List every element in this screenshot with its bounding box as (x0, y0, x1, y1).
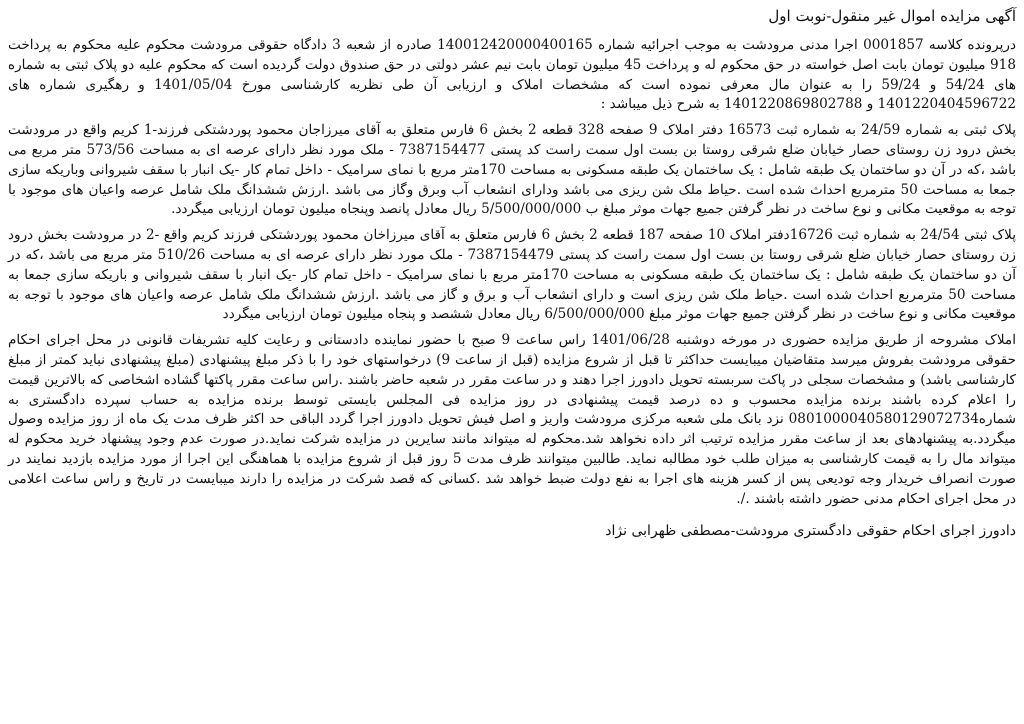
property-1-paragraph: پلاک ثبتی به شماره 24/59 به شماره ثبت 16573 دفتر املاک 9 صفحه 328 قطعه 2 بخش 6 فارس متعلق به آقای میرزاجان محمود پوردشتکی فرزند-1 کریم واقع در مرودشت بخش درود زن روستای حصار خیابان ضلع شرقی روستا بن بست اول سمت راست کد پستی 7387154477 - ملک مورد نظر دارای عرصه ای به مساحت 573/56 متر مربع می باشد ،که در آن دو ساختمان یک طبقه شامل : یک ساختمان یک طبقه مسکونی به مساحت 170متر مربع با نمای سرامیک - داخل تمام کار -یک انبار با سقف شیروانی وباریکه سازی جمعا به مساحت 50 مترمربع احداث شده است .حیاط ملک شن ریزی می باشد ودارای انشعاب آب وبرق وگاز می باشد .ارزش ششدانگ ملک شامل عرصه واعیان های موجود با توجه به موقعیت مکانی و نوع ساخت در نظر گرفتن جمیع جهات موثر مبلغ ب 5/500/000/000 ریال معادل پانصد وپنجاه میلیون تومان ارزیابی میگردد. (8, 122, 1017, 218)
intro-paragraph: درپرونده کلاسه 0001857 اجرا مدنی مرودشت به موجب اجرائیه شماره 140012420000400165 صادره از شعبه 3 دادگاه حقوقی مرودشت محکوم علیه محکوم به پرداخت 918 میلیون تومان بابت اصل خواسته در حق محکوم له و پرداخت 45 میلیون تومان بابت نیم عشر دولتی در حق صندوق دولت گردیده است که محکوم علیه دو پلاک ثبتی به شماره های 54/24 و 59/24 را به عنوان مال معرفی نموده است که مشخصات املاک و ارزیابی آن طی نظریه کارشناسی مورخ 1401/05/04 و رهگیری شماره های 1401220404596722 و 1401220869802788 به شرح ذیل میباشد : (8, 37, 1016, 113)
property-2-paragraph: پلاک ثبتی 24/54 به شماره ثبت 16726دفتر املاک 10 صفحه 187 قطعه 2 بخش 6 فارس متعلق به آقای میرزاخان محمود پوردشتکی فرزند کریم واقع -2 در مرودشت بخش درود زن روستای حصار خیابان ضلع شرقی روستا بن بست اول سمت راست کد پستی 7387154479 - ملک مورد نظر دارای عرصه ای به مساحت 510/26 متر مربع می باشد ،که در آن دو ساختمان یک طبقه شامل : یک ساختمان یک طبقه مسکونی به مساحت 170متر مربع با نمای سرامیک - داخل تمام کار -یک انبار با سقف شیروانی و باریکه سازی جمعا به مساحت 50 مترمربع احداث شده است .حیاط ملک شن ریزی است و دارای انشعاب آب و برق و گاز می باشد .ارزش ششدانگ ملک شامل عرصه واعیان های موجود با توجه به موقعیت مکانی و نوع ساخت در نظر گرفتن جمیع جهات موثر مبلغ 6/500/000/000 ریال معادل ششصد و پنجاه میلیون تومان ارزیابی میگردد (8, 227, 1017, 323)
signature-line: دادورز اجرای احکام حقوقی دادگستری مرودشت-مصطفی ظهرابی نژاد (605, 523, 1016, 540)
notice-title: آگهی مزایده اموال غیر منقول-نوبت اول (768, 7, 1016, 25)
auction-terms-paragraph: املاک مشروحه از طریق مزایده حضوری در مورخه دوشنبه 1401/06/28 راس ساعت 9 صبح با حضور نماینده دادستانی و رعایت کلیه تشریفات قانونی در محل اجرای احکام حقوقی مرودشت بفروش میرسد متقاضیان میبایست حداکثر تا قبل از شروع مزایده (قبل از ساعت 9) درخواستهای خود را با ذکر مبلغ پیشنهادی (مبلغ پیشنهادی نباید کمتر از مبلغ کارشناسی باشد) و مشخصات سجلی در پاکت سربسته تحویل دادورز اجرا دهند و در ساعت مقرر در شعبه حاضر باشند .راس ساعت مقرر پاکتها گشاده اشخاصی که بالاترین قیمت را اعلام کرده باشند برنده مزایده محسوب و ده درصد قیمت پیشنهادی در روز مزایده فی المجلس بایستی توسط برنده مزایده به حساب سپرده دادگستری به شماره0801000040580129072734 نزد بانک ملی شعبه مرکزی مرودشت واریز و اصل فیش تحویل دادورز اجرا گردد الباقی حد اکثر ظرف مدت یک ماه از روز مزایده وصول میگردد.به پیشنهادهای بعد از ساعت مقرر مزایده ترتیب اثر داده نخواهد شد.محکوم له میتواند مانند سایرین در مزایده شرکت نماید.در صورت عدم وجود پیشنهاد خرید محکوم له میتواند مال را به قیمت کارشناسی به میزان طلب خود مطالبه نماید. طالبین میتوانند ظرف مدت 5 روز قبل از شروع مزایده با هماهنگی این اجرا از مورد مزایده بازدید نمایند در صورت انصراف خریدار وجه تودیعی پس از کسر هزینه های اجرا به نفع دولت ضبط خواهد شد .کسانی که قصد شرکت در مزایده را دارند میبایست در تاریخ و راس ساعت اعلامی در محل اجرای احکام مدنی حضور داشته باشند ./. (8, 332, 1017, 507)
